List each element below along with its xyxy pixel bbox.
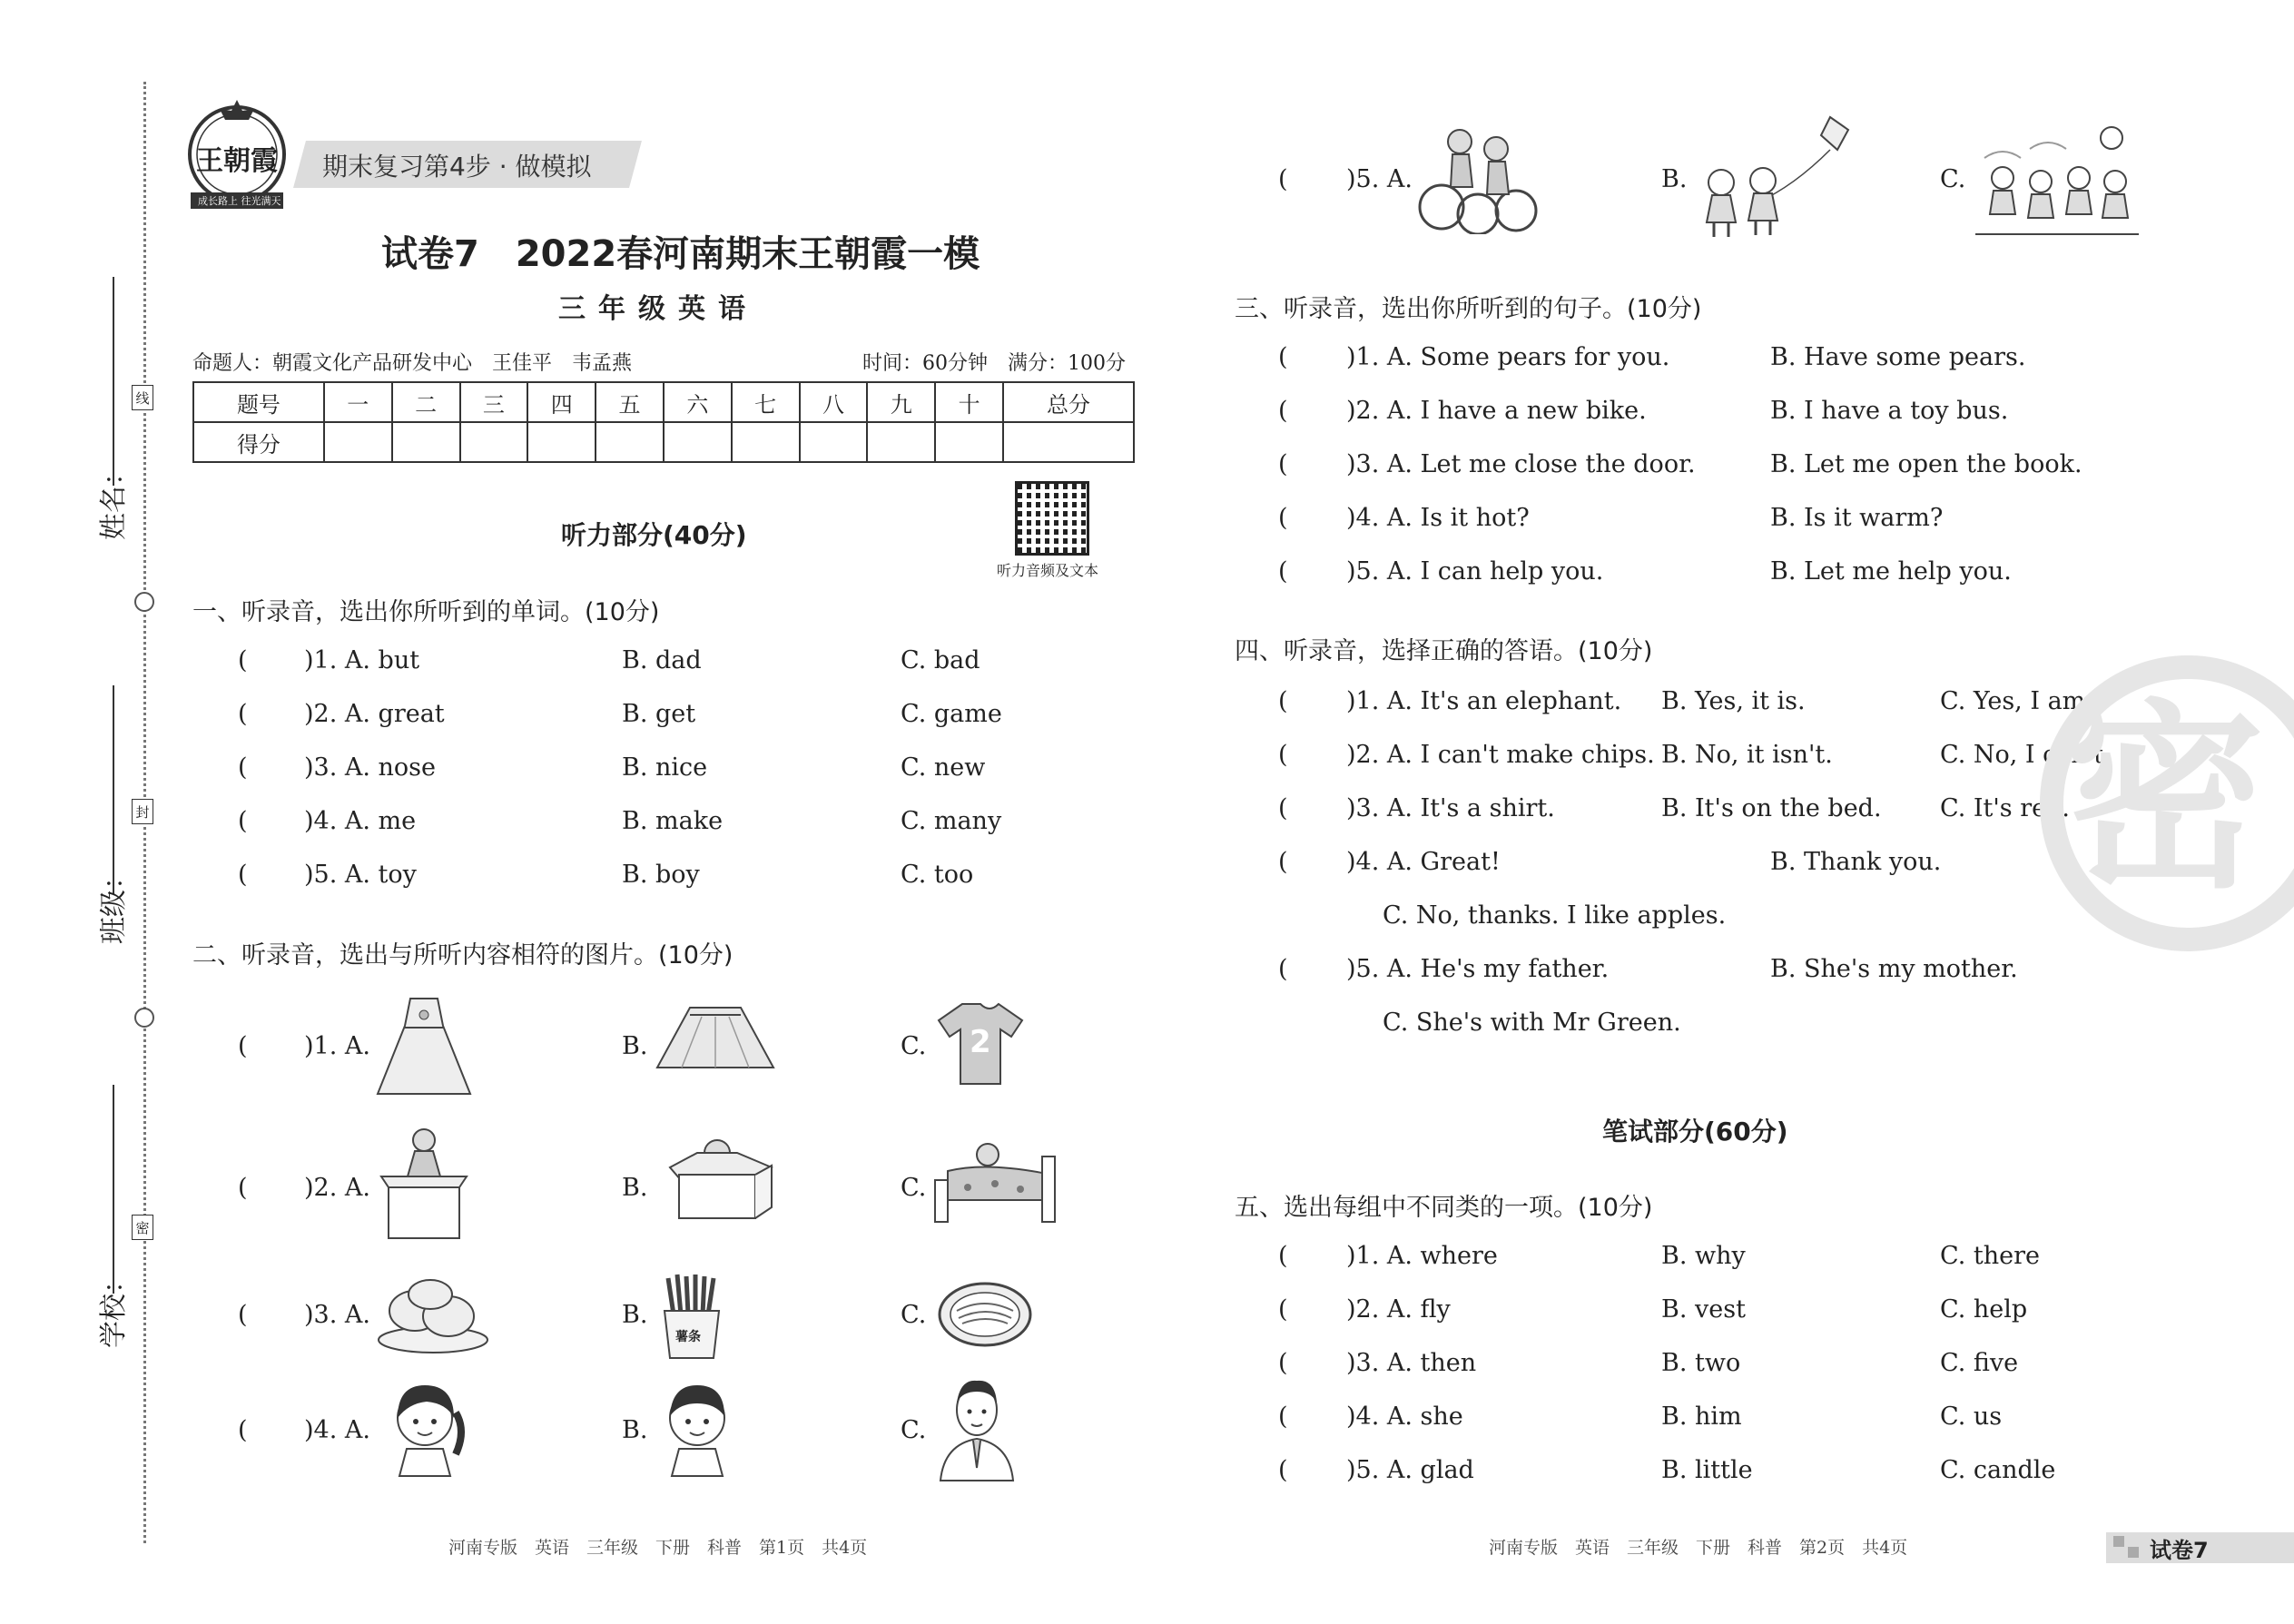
option-c: C. many xyxy=(901,807,1002,835)
answer-blank[interactable]: ( xyxy=(1278,343,1288,371)
answer-blank[interactable]: ( xyxy=(1278,165,1288,193)
option-a: )5. A. He's my father. xyxy=(1346,955,1610,983)
option-a: )1. A. Some pears for you. xyxy=(1346,343,1670,371)
score-cell[interactable] xyxy=(732,422,800,462)
name-underline xyxy=(113,277,114,486)
man-picture xyxy=(931,1375,1022,1488)
option-c: C. xyxy=(901,1416,927,1444)
option-c: C. xyxy=(901,1174,927,1202)
section5-title: 五、选出每组中不同类的一项。(10分) xyxy=(1235,1194,1653,1222)
footer-left: 河南专版 英语 三年级 下册 科普 第1页 共4页 xyxy=(448,1538,868,1558)
score-header-cell: 题号 xyxy=(193,382,324,422)
t-shirt-picture xyxy=(935,999,1026,1093)
qr-caption: 听力音频及文本 xyxy=(997,562,1099,579)
dress-picture xyxy=(374,991,474,1104)
option-c: C. us xyxy=(1940,1403,2003,1431)
option-a: )4. A. Is it hot? xyxy=(1346,504,1530,532)
option-a: )1. A. xyxy=(304,1032,370,1060)
answer-blank[interactable]: ( xyxy=(238,861,248,889)
option-c: C. too xyxy=(901,861,974,889)
option-a: )2. A. I can't make chips. xyxy=(1346,741,1655,769)
option-a: )2. A. xyxy=(304,1174,370,1202)
score-row-label: 得分 xyxy=(193,422,324,462)
answer-blank[interactable]: ( xyxy=(1278,848,1288,876)
option-b: B. xyxy=(622,1416,648,1444)
option-b: B. xyxy=(622,1032,648,1060)
score-cell[interactable] xyxy=(935,422,1003,462)
option-a: )5. A. xyxy=(1346,165,1413,193)
score-cell[interactable] xyxy=(392,422,460,462)
score-header-cell: 三 xyxy=(460,382,528,422)
section4-title: 四、听录音，选择正确的答语。(10分) xyxy=(1235,637,1653,665)
score-header-cell: 十 xyxy=(935,382,1003,422)
review-step-banner: 期末复习第4步 · 做模拟 xyxy=(322,152,592,182)
doll-on-box-picture xyxy=(374,1124,474,1245)
option-a: )3. A. Let me close the door. xyxy=(1346,450,1696,478)
answer-blank[interactable]: ( xyxy=(238,646,248,674)
score-header-cell: 九 xyxy=(867,382,935,422)
option-b: B. No, it isn't. xyxy=(1661,741,1833,769)
school-underline xyxy=(113,1085,114,1294)
watermark-char: 密 xyxy=(2065,683,2266,915)
score-cell[interactable] xyxy=(460,422,528,462)
answer-blank[interactable]: ( xyxy=(1278,794,1288,822)
option-a: )1. A. where xyxy=(1346,1242,1498,1270)
option-c: C. new xyxy=(901,753,986,782)
score-table-score-row xyxy=(193,422,1134,462)
option-c: C. xyxy=(1940,165,1966,193)
option-b: B. make xyxy=(622,807,724,835)
qr-code[interactable] xyxy=(1015,481,1089,556)
option-c: C. five xyxy=(1940,1349,2019,1377)
answer-blank[interactable]: ( xyxy=(1278,1403,1288,1431)
answer-blank[interactable]: ( xyxy=(1278,687,1288,715)
option-a: )3. A. then xyxy=(1346,1349,1477,1377)
score-header-cell: 总分 xyxy=(1003,382,1134,422)
bread-picture xyxy=(374,1275,492,1360)
answer-blank[interactable]: ( xyxy=(1278,504,1288,532)
option-c: C. xyxy=(901,1032,927,1060)
option-a: )4. A. me xyxy=(304,807,417,835)
name-label: 姓名： xyxy=(98,458,130,540)
paper-number-tab: 试卷7 xyxy=(2150,1538,2209,1563)
option-b: B. dad xyxy=(622,646,702,674)
section1-title: 一、听录音，选出你所听到的单词。(10分) xyxy=(192,598,660,626)
answer-blank[interactable]: ( xyxy=(238,1301,248,1329)
binding-box-xian: 线 xyxy=(132,385,153,410)
option-c: C. xyxy=(901,1301,927,1329)
score-header-cell: 七 xyxy=(732,382,800,422)
score-header-cell: 二 xyxy=(392,382,460,422)
score-cell[interactable] xyxy=(1003,422,1134,462)
footer-right: 河南专版 英语 三年级 下册 科普 第2页 共4页 xyxy=(1489,1538,1908,1558)
option-a: )3. A. It's a shirt. xyxy=(1346,794,1555,822)
option-b: B. She's my mother. xyxy=(1770,955,2018,983)
score-header-cell: 六 xyxy=(664,382,732,422)
chips-label: 薯条 xyxy=(675,1330,701,1344)
option-b: B. little xyxy=(1661,1456,1753,1484)
option-a: )3. A. nose xyxy=(304,753,437,782)
score-header-cell: 五 xyxy=(596,382,664,422)
option-b: B. why xyxy=(1661,1242,1746,1270)
time-score-line: 时间：60分钟 满分：100分 xyxy=(862,352,1126,375)
option-b: B. boy xyxy=(622,861,700,889)
binding-box-mi: 密 xyxy=(132,1215,153,1240)
noodles-picture xyxy=(935,1278,1035,1363)
option-b: B. Thank you. xyxy=(1770,848,1942,876)
option-b: B. vest xyxy=(1661,1295,1746,1324)
option-b: B. Let me help you. xyxy=(1770,557,2012,586)
answer-blank[interactable]: ( xyxy=(1278,955,1288,983)
chips-picture xyxy=(655,1271,728,1365)
section3-title: 三、听录音，选出你所听到的句子。(10分) xyxy=(1235,295,1702,323)
answer-blank[interactable]: ( xyxy=(238,1416,248,1444)
option-a: )3. A. xyxy=(304,1301,370,1329)
answer-blank[interactable]: ( xyxy=(238,700,248,728)
score-cell[interactable] xyxy=(867,422,935,462)
option-b: B. nice xyxy=(622,753,708,782)
answer-blank[interactable]: ( xyxy=(238,753,248,782)
t-shirt-number: 2 xyxy=(970,1024,991,1060)
answer-blank[interactable]: ( xyxy=(238,1174,248,1202)
running-kids-picture xyxy=(1975,122,2139,243)
corner-square xyxy=(2128,1547,2139,1558)
school-label: 学校： xyxy=(98,1266,130,1348)
score-cell[interactable] xyxy=(527,422,596,462)
brand-logo xyxy=(178,98,296,216)
answer-blank[interactable]: ( xyxy=(238,1032,248,1060)
score-header-cell: 四 xyxy=(527,382,596,422)
score-cell[interactable] xyxy=(596,422,664,462)
option-b: B. him xyxy=(1661,1403,1742,1431)
option-a: )5. A. glad xyxy=(1346,1456,1474,1484)
answer-blank[interactable]: ( xyxy=(1278,1349,1288,1377)
option-b: B. xyxy=(622,1301,648,1329)
option-b: B. Have some pears. xyxy=(1770,343,2026,371)
answer-blank[interactable]: ( xyxy=(1278,397,1288,425)
score-header-cell: 一 xyxy=(324,382,392,422)
writing-part-title: 笔试部分(60分) xyxy=(1602,1117,1788,1147)
option-a: )4. A. xyxy=(304,1416,370,1444)
option-b: B. Yes, it is. xyxy=(1661,687,1806,715)
option-c: C. bad xyxy=(901,646,980,674)
score-table xyxy=(192,381,1135,463)
section2-title: 二、听录音，选出与所听内容相符的图片。(10分) xyxy=(192,941,733,969)
option-a: )2. A. fly xyxy=(1346,1295,1451,1324)
option-b: B. Is it warm? xyxy=(1770,504,1944,532)
boy-picture xyxy=(652,1380,743,1483)
option-c: C. there xyxy=(1940,1242,2040,1270)
page-title: 试卷7 2022春河南期末王朝霞一模 xyxy=(381,233,980,275)
option-b: B. It's on the bed. xyxy=(1661,794,1882,822)
score-cell[interactable] xyxy=(324,422,392,462)
option-b: B. get xyxy=(622,700,696,728)
answer-blank[interactable]: ( xyxy=(1278,1242,1288,1270)
logo-text: 王朝霞 xyxy=(196,145,278,177)
option-a: )4. A. Great! xyxy=(1346,848,1501,876)
authors-line: 命题人：朝霞文化产品研发中心 王佳平 韦孟燕 xyxy=(192,352,633,375)
option-a: )2. A. I have a new bike. xyxy=(1346,397,1647,425)
option-c: C. She's with Mr Green. xyxy=(1383,1009,1681,1037)
option-c: C. game xyxy=(901,700,1002,728)
binding-circle xyxy=(134,1008,154,1028)
bike-riders-picture xyxy=(1414,116,1541,238)
answer-blank[interactable]: ( xyxy=(1278,557,1288,586)
option-a: )5. A. I can help you. xyxy=(1346,557,1604,586)
class-label: 班级： xyxy=(98,862,130,944)
page-subtitle: 三年级英语 xyxy=(558,293,758,325)
option-a: )1. A. It's an elephant. xyxy=(1346,687,1622,715)
kite-kids-picture xyxy=(1694,113,1857,244)
answer-blank[interactable]: ( xyxy=(1278,741,1288,769)
option-c: C. No, I can't. xyxy=(1940,741,2112,769)
score-table-header-row xyxy=(193,382,1134,422)
skirt-picture xyxy=(652,1002,779,1078)
option-c: C. candle xyxy=(1940,1456,2056,1484)
option-c: C. No, thanks. I like apples. xyxy=(1383,901,1727,930)
option-b: B. two xyxy=(1661,1349,1741,1377)
option-b: B. I have a toy bus. xyxy=(1770,397,2009,425)
secret-watermark xyxy=(2020,635,2294,971)
option-b: B. xyxy=(1661,165,1688,193)
score-cell[interactable] xyxy=(800,422,868,462)
girl-picture xyxy=(379,1380,470,1483)
option-c: C. help xyxy=(1940,1295,2028,1324)
option-a: )4. A. she xyxy=(1346,1403,1463,1431)
logo-ribbon: 成长路上 往光满天 xyxy=(198,195,281,207)
binding-box-feng: 封 xyxy=(132,799,153,824)
option-b: B. xyxy=(622,1174,648,1202)
score-header-cell: 八 xyxy=(800,382,868,422)
option-b: B. Let me open the book. xyxy=(1770,450,2082,478)
answer-blank[interactable]: ( xyxy=(238,807,248,835)
doll-in-bed-picture xyxy=(931,1135,1058,1229)
corner-square xyxy=(2113,1536,2124,1547)
score-cell[interactable] xyxy=(664,422,732,462)
binding-circle xyxy=(134,592,154,612)
option-c: C. It's red. xyxy=(1940,794,2070,822)
option-a: )1. A. but xyxy=(304,646,420,674)
listening-part-title: 听力部分(40分) xyxy=(561,520,747,550)
doll-in-box-picture xyxy=(652,1126,779,1229)
option-a: )5. A. toy xyxy=(304,861,417,889)
answer-blank[interactable]: ( xyxy=(1278,1295,1288,1324)
option-c: C. Yes, I am. xyxy=(1940,687,2093,715)
option-a: )2. A. great xyxy=(304,700,445,728)
answer-blank[interactable]: ( xyxy=(1278,450,1288,478)
answer-blank[interactable]: ( xyxy=(1278,1456,1288,1484)
